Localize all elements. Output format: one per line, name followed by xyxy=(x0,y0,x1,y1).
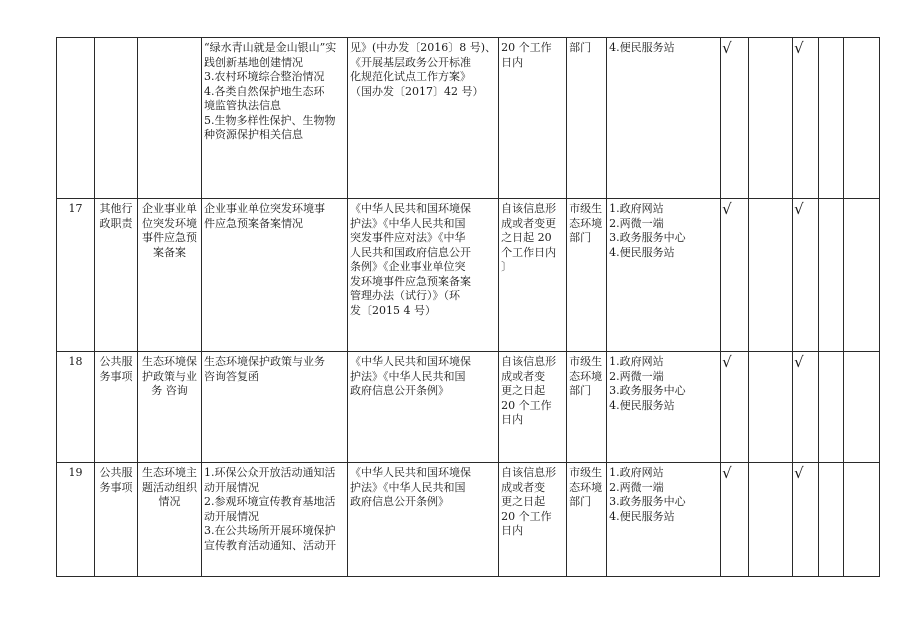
cell-text-line: 2.两微一端 xyxy=(609,369,664,383)
cell-text-line: 之日起 20 xyxy=(501,231,552,244)
empty-cell xyxy=(844,199,880,352)
empty-cell xyxy=(749,352,793,463)
check-mark-cell xyxy=(793,38,819,199)
empty-cell xyxy=(819,38,844,199)
check-mark-icon: √ xyxy=(722,464,732,482)
cell-text-line: 人民共和国政府信息公开 xyxy=(350,245,471,259)
empty-cell xyxy=(819,352,844,463)
cell-text-line: 市级生 xyxy=(569,355,603,368)
cell-text-line: 情况 xyxy=(158,495,181,508)
seq-cell xyxy=(57,38,95,199)
cell-text-line: 2.两微一端 xyxy=(609,216,664,230)
seq-cell xyxy=(57,199,95,352)
cell-text-line: 1.政府网站 xyxy=(609,355,664,368)
content-cell xyxy=(202,199,348,352)
cell-text-line: 3.政务服务中心 xyxy=(609,231,686,244)
seq-cell xyxy=(57,352,95,463)
check-mark-cell xyxy=(793,463,819,577)
cell-text-line: 务事项 xyxy=(99,480,133,494)
cell-text-line: 1.环保公众开放活动通知活 xyxy=(204,466,336,479)
cell-text-line: 务事项 xyxy=(99,369,133,383)
check-mark-cell xyxy=(721,38,749,199)
content-cell xyxy=(202,463,348,577)
check-mark-cell xyxy=(793,199,819,352)
empty-cell xyxy=(749,38,793,199)
cell-text-line: 政职责 xyxy=(99,216,133,230)
cell-text-line: 《开展基层政务公开标准 xyxy=(350,55,471,69)
time-cell xyxy=(499,38,567,199)
cell-text-line: 践创新基地创建情况 xyxy=(204,55,303,69)
check-mark-cell xyxy=(721,463,749,577)
channel-cell xyxy=(607,352,721,463)
seq-cell xyxy=(57,463,95,577)
cell-text-line: 公共服 xyxy=(99,355,133,368)
row-number: 17 xyxy=(68,202,83,215)
empty-cell xyxy=(819,199,844,352)
cell-text-line: 态环境 xyxy=(569,216,603,230)
check-mark-icon: √ xyxy=(722,353,732,371)
category-cell xyxy=(95,352,138,463)
cell-text-line: 见》(中办发〔2016〕8 号)、 xyxy=(350,41,497,54)
cell-text-line: （国办发〔2017〕42 号） xyxy=(350,84,484,98)
cell-text-line: 咨询答复函 xyxy=(204,369,259,383)
cell-text-line: 部门 xyxy=(569,384,592,397)
subject-cell xyxy=(567,352,607,463)
time-cell xyxy=(499,463,567,577)
cell-text-line: 日内 xyxy=(501,524,524,537)
content-cell xyxy=(202,352,348,463)
content-cell xyxy=(202,38,348,199)
table-row xyxy=(57,352,880,463)
cell-text-line: 《中华人民共和国环境保 xyxy=(350,355,471,368)
cell-text-line: 政府信息公开条例》 xyxy=(350,495,449,508)
cell-text-line: 务 咨询 xyxy=(151,384,188,397)
cell-text-line: 部门 xyxy=(569,41,592,54)
cell-text-line: 4.便民服务站 xyxy=(609,245,675,259)
cell-text-line: 护法》《中华人民共和国 xyxy=(350,480,466,494)
cell-text-line: 突发事件应对法》《中华 xyxy=(350,231,466,244)
cell-text-line: 政府信息公开条例》 xyxy=(350,384,449,397)
cell-text-line: 〕 xyxy=(501,260,513,273)
cell-text-line: 护政策与业 xyxy=(142,369,197,383)
table-row xyxy=(57,463,880,577)
cell-text-line: 部门 xyxy=(569,495,592,508)
row-number: 18 xyxy=(68,355,83,368)
cell-text-line: 宣传教育活动通知、活动开 xyxy=(204,538,336,552)
table-row xyxy=(57,38,880,199)
cell-text-line: 更之日起 xyxy=(501,384,546,397)
cell-text-line: 护法》《中华人民共和国 xyxy=(350,216,466,230)
check-mark-cell xyxy=(721,352,749,463)
cell-text-line: 件应急预案备案情况 xyxy=(204,216,303,230)
empty-cell xyxy=(749,199,793,352)
cell-text-line: 市级生 xyxy=(569,466,603,479)
cell-text-line: 自该信息形 xyxy=(501,466,557,479)
cell-text-line: 1.政府网站 xyxy=(609,466,664,479)
table-body xyxy=(57,38,880,577)
cell-text-line: 4.便民服务站 xyxy=(609,398,675,412)
cell-text-line: 发〔2015 4 号） xyxy=(350,303,436,317)
check-mark-icon: √ xyxy=(722,200,732,218)
subject-cell xyxy=(567,463,607,577)
cell-text-line: 发环境事件应急预案备案 xyxy=(350,274,471,288)
item-cell xyxy=(138,199,202,352)
cell-text-line: 动开展情况 xyxy=(204,480,259,494)
empty-cell xyxy=(844,352,880,463)
cell-text-line: 化规范化试点工作方案》 xyxy=(350,70,471,83)
basis-cell xyxy=(348,463,499,577)
cell-text-line: 公共服 xyxy=(99,466,133,479)
cell-text-line: 生态环境保 xyxy=(142,355,197,368)
cell-text-line: 成或者变 xyxy=(501,480,546,494)
basis-cell xyxy=(348,199,499,352)
cell-text-line: 3.政务服务中心 xyxy=(609,495,686,508)
cell-text-line: 企业事业单 xyxy=(142,202,197,215)
empty-cell xyxy=(749,463,793,577)
cell-text-line: 位突发环境 xyxy=(142,216,197,230)
cell-text-line: 企业事业单位突发环境事 xyxy=(204,202,325,215)
cell-text-line: 种资源保护相关信息 xyxy=(204,128,303,141)
channel-cell xyxy=(607,199,721,352)
cell-text-line: 态环境 xyxy=(569,369,603,383)
cell-text-line: 成或者变更 xyxy=(501,216,557,230)
disclosure-table xyxy=(56,37,880,577)
cell-text-line: 事件应急预 xyxy=(142,231,197,244)
cell-text-line: 更之日起 xyxy=(501,495,546,508)
cell-text-line: 3.在公共场所开展环境保护 xyxy=(204,524,336,537)
subject-cell xyxy=(567,38,607,199)
basis-cell xyxy=(348,38,499,199)
cell-text-line: 2.两微一端 xyxy=(609,480,664,494)
cell-text-line: 态环境 xyxy=(569,480,603,494)
cell-text-line: 自该信息形 xyxy=(501,355,557,368)
cell-text-line: 3.政务服务中心 xyxy=(609,384,686,397)
empty-cell xyxy=(844,38,880,199)
check-mark-cell xyxy=(793,352,819,463)
cell-text-line: 境监管执法信息 xyxy=(204,99,281,112)
category-cell xyxy=(95,199,138,352)
cell-text-line: 20 个工作 xyxy=(501,41,552,54)
channel-cell xyxy=(607,38,721,199)
category-cell xyxy=(95,463,138,577)
cell-text-line: 4.便民服务站 xyxy=(609,41,675,54)
item-cell xyxy=(138,352,202,463)
cell-text-line: 题活动组织 xyxy=(142,480,197,494)
cell-text-line: 4.各类自然保护地生态环 xyxy=(204,84,325,98)
cell-text-line: 日内 xyxy=(501,413,524,426)
channel-cell xyxy=(607,463,721,577)
empty-cell xyxy=(819,463,844,577)
cell-text-line: 成或者变 xyxy=(501,369,546,383)
cell-text-line: 动开展情况 xyxy=(204,509,259,523)
cell-text-line: 条例》《企业事业单位突 xyxy=(350,260,466,273)
cell-text-line: 1.政府网站 xyxy=(609,202,664,215)
cell-text-line: 生态环境主 xyxy=(142,466,197,479)
cell-text-line: 生态环境保护政策与业务 xyxy=(204,355,325,368)
cell-text-line: 20 个工作 xyxy=(501,398,552,412)
cell-text-line: 3.农村环境综合整治情况 xyxy=(204,70,325,83)
cell-text-line: 护法》《中华人民共和国 xyxy=(350,369,466,383)
item-cell xyxy=(138,38,202,199)
check-mark-icon: √ xyxy=(794,200,804,218)
cell-text-line: 5.生物多样性保护、生物物 xyxy=(204,113,336,127)
item-cell xyxy=(138,463,202,577)
cell-text-line: 《中华人民共和国环境保 xyxy=(350,466,471,479)
table-row xyxy=(57,199,880,352)
cell-text-line: 管理办法（试行）》（环 xyxy=(350,289,460,302)
cell-text-line: 市级生 xyxy=(569,202,603,215)
cell-text-line: 《中华人民共和国环境保 xyxy=(350,202,471,215)
cell-text-line: 20 个工作 xyxy=(501,509,552,523)
basis-cell xyxy=(348,352,499,463)
cell-text-line: 部门 xyxy=(569,231,592,244)
check-mark-icon: √ xyxy=(794,464,804,482)
cell-text-line: 2.参观环境宣传教育基地活 xyxy=(204,495,336,508)
subject-cell xyxy=(567,199,607,352)
cell-text-line: 案备案 xyxy=(153,245,186,259)
empty-cell xyxy=(844,463,880,577)
category-cell xyxy=(95,38,138,199)
cell-text-line: “绿水青山就是金山银山”实 xyxy=(204,41,337,54)
check-mark-icon: √ xyxy=(722,39,732,57)
cell-text-line: 4.便民服务站 xyxy=(609,509,675,523)
check-mark-icon: √ xyxy=(794,39,804,57)
time-cell xyxy=(499,199,567,352)
cell-text-line: 其他行 xyxy=(99,202,133,215)
cell-text-line: 自该信息形 xyxy=(501,202,557,215)
cell-text-line: 日内 xyxy=(501,55,524,69)
time-cell xyxy=(499,352,567,463)
row-number: 19 xyxy=(68,466,83,479)
check-mark-icon: √ xyxy=(794,353,804,371)
cell-text-line: 个工作日内 xyxy=(501,245,557,259)
check-mark-cell xyxy=(721,199,749,352)
